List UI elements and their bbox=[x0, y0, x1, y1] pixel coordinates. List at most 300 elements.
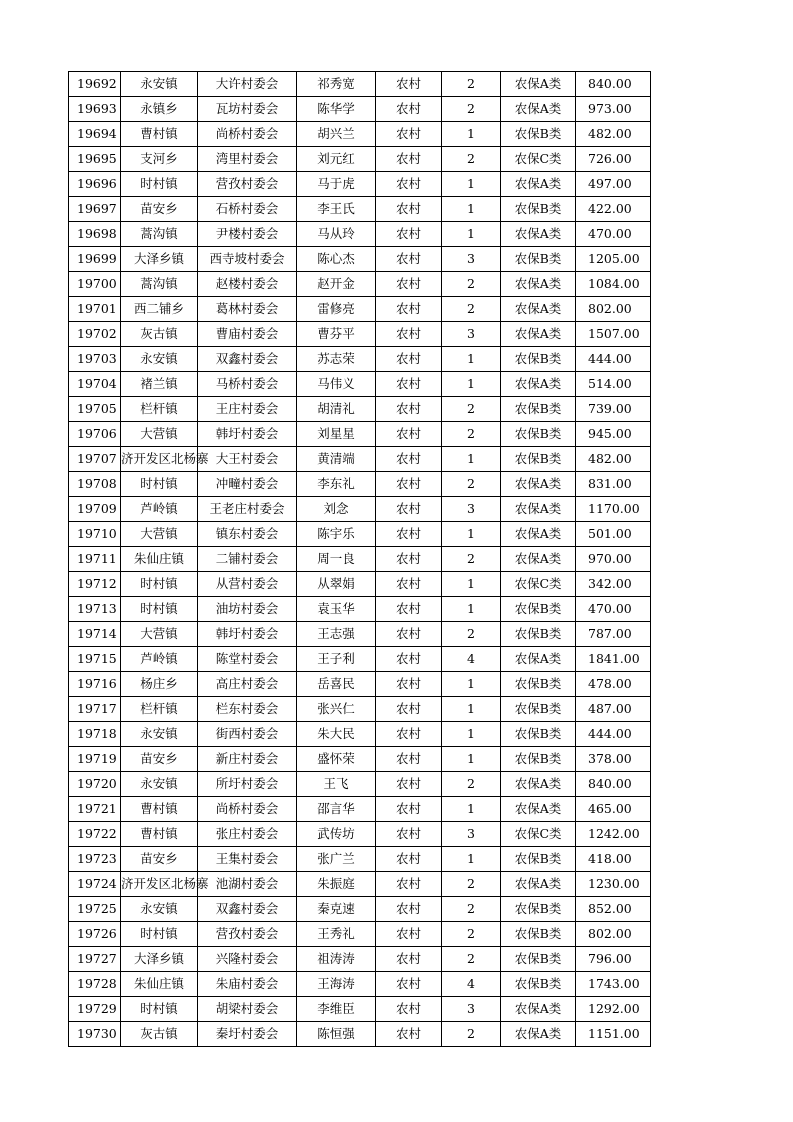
area-type-cell: 农村 bbox=[376, 622, 442, 647]
member-count-cell: 1 bbox=[442, 172, 501, 197]
member-count-cell: 3 bbox=[442, 822, 501, 847]
person-name-cell: 陈心杰 bbox=[297, 247, 376, 272]
town-name-cell: 时村镇 bbox=[121, 472, 198, 497]
person-name-cell: 从翠娟 bbox=[297, 572, 376, 597]
table-row bbox=[69, 347, 651, 372]
area-type-cell: 农村 bbox=[376, 397, 442, 422]
records-table bbox=[68, 71, 651, 1047]
member-count-cell: 1 bbox=[442, 347, 501, 372]
record-id-cell: 19704 bbox=[69, 372, 121, 397]
member-count-cell: 2 bbox=[442, 622, 501, 647]
amount-cell: 1230.00 bbox=[576, 872, 651, 897]
record-id-cell: 19718 bbox=[69, 722, 121, 747]
area-type-cell: 农村 bbox=[376, 722, 442, 747]
village-committee-cell: 双鑫村委会 bbox=[198, 897, 297, 922]
insurance-class-cell: 农保A类 bbox=[501, 522, 576, 547]
town-name-cell: 时村镇 bbox=[121, 572, 198, 597]
area-type-cell: 农村 bbox=[376, 572, 442, 597]
person-name-cell: 王飞 bbox=[297, 772, 376, 797]
record-id-cell: 19729 bbox=[69, 997, 121, 1022]
insurance-class-cell: 农保B类 bbox=[501, 897, 576, 922]
table-row bbox=[69, 847, 651, 872]
table-row bbox=[69, 747, 651, 772]
table-row bbox=[69, 997, 651, 1022]
person-name-cell: 李王氏 bbox=[297, 197, 376, 222]
amount-cell: 470.00 bbox=[576, 222, 651, 247]
village-committee-cell: 兴隆村委会 bbox=[198, 947, 297, 972]
town-name-cell: 曹村镇 bbox=[121, 822, 198, 847]
member-count-cell: 1 bbox=[442, 122, 501, 147]
member-count-cell: 2 bbox=[442, 147, 501, 172]
town-name-cell: 大泽乡镇 bbox=[121, 947, 198, 972]
member-count-cell: 2 bbox=[442, 272, 501, 297]
record-id-cell: 19713 bbox=[69, 597, 121, 622]
village-committee-cell: 营孜村委会 bbox=[198, 172, 297, 197]
area-type-cell: 农村 bbox=[376, 522, 442, 547]
village-committee-cell: 尚桥村委会 bbox=[198, 797, 297, 822]
person-name-cell: 胡兴兰 bbox=[297, 122, 376, 147]
town-name-cell: 苗安乡 bbox=[121, 847, 198, 872]
table-row bbox=[69, 972, 651, 997]
insurance-class-cell: 农保A类 bbox=[501, 497, 576, 522]
insurance-class-cell: 农保A类 bbox=[501, 272, 576, 297]
record-id-cell: 19723 bbox=[69, 847, 121, 872]
amount-cell: 487.00 bbox=[576, 697, 651, 722]
insurance-class-cell: 农保B类 bbox=[501, 672, 576, 697]
town-name-cell: 苗安乡 bbox=[121, 197, 198, 222]
member-count-cell: 1 bbox=[442, 222, 501, 247]
village-committee-cell: 池湖村委会 bbox=[198, 872, 297, 897]
person-name-cell: 黄清端 bbox=[297, 447, 376, 472]
amount-cell: 973.00 bbox=[576, 97, 651, 122]
insurance-class-cell: 农保A类 bbox=[501, 1022, 576, 1047]
person-name-cell: 苏志荣 bbox=[297, 347, 376, 372]
village-committee-cell: 西寺坡村委会 bbox=[198, 247, 297, 272]
town-name-cell: 西二铺乡 bbox=[121, 297, 198, 322]
person-name-cell: 朱振庭 bbox=[297, 872, 376, 897]
town-name-cell: 栏杆镇 bbox=[121, 397, 198, 422]
village-committee-cell: 从营村委会 bbox=[198, 572, 297, 597]
village-committee-cell: 营孜村委会 bbox=[198, 922, 297, 947]
area-type-cell: 农村 bbox=[376, 597, 442, 622]
table-row bbox=[69, 297, 651, 322]
table-row bbox=[69, 947, 651, 972]
person-name-cell: 周一良 bbox=[297, 547, 376, 572]
area-type-cell: 农村 bbox=[376, 372, 442, 397]
area-type-cell: 农村 bbox=[376, 472, 442, 497]
area-type-cell: 农村 bbox=[376, 972, 442, 997]
insurance-class-cell: 农保A类 bbox=[501, 172, 576, 197]
village-committee-cell: 双鑫村委会 bbox=[198, 347, 297, 372]
member-count-cell: 1 bbox=[442, 797, 501, 822]
record-id-cell: 19696 bbox=[69, 172, 121, 197]
village-committee-cell: 王老庄村委会 bbox=[198, 497, 297, 522]
village-committee-cell: 镇东村委会 bbox=[198, 522, 297, 547]
person-name-cell: 张广兰 bbox=[297, 847, 376, 872]
area-type-cell: 农村 bbox=[376, 322, 442, 347]
table-row bbox=[69, 322, 651, 347]
member-count-cell: 4 bbox=[442, 972, 501, 997]
table-row bbox=[69, 572, 651, 597]
town-name-cell: 时村镇 bbox=[121, 172, 198, 197]
area-type-cell: 农村 bbox=[376, 147, 442, 172]
table-row bbox=[69, 72, 651, 97]
area-type-cell: 农村 bbox=[376, 72, 442, 97]
person-name-cell: 武传坊 bbox=[297, 822, 376, 847]
town-name-cell: 苗安乡 bbox=[121, 747, 198, 772]
amount-cell: 514.00 bbox=[576, 372, 651, 397]
village-committee-cell: 新庄村委会 bbox=[198, 747, 297, 772]
amount-cell: 802.00 bbox=[576, 297, 651, 322]
person-name-cell: 胡清礼 bbox=[297, 397, 376, 422]
village-committee-cell: 胡梁村委会 bbox=[198, 997, 297, 1022]
member-count-cell: 2 bbox=[442, 72, 501, 97]
amount-cell: 840.00 bbox=[576, 772, 651, 797]
table-row bbox=[69, 672, 651, 697]
insurance-class-cell: 农保B类 bbox=[501, 347, 576, 372]
area-type-cell: 农村 bbox=[376, 97, 442, 122]
town-name-cell: 大泽乡镇 bbox=[121, 247, 198, 272]
record-id-cell: 19730 bbox=[69, 1022, 121, 1047]
area-type-cell: 农村 bbox=[376, 947, 442, 972]
insurance-class-cell: 农保B类 bbox=[501, 247, 576, 272]
person-name-cell: 张兴仁 bbox=[297, 697, 376, 722]
insurance-class-cell: 农保A类 bbox=[501, 772, 576, 797]
area-type-cell: 农村 bbox=[376, 997, 442, 1022]
area-type-cell: 农村 bbox=[376, 747, 442, 772]
member-count-cell: 2 bbox=[442, 922, 501, 947]
town-name-cell: 永安镇 bbox=[121, 772, 198, 797]
amount-cell: 1170.00 bbox=[576, 497, 651, 522]
record-id-cell: 19700 bbox=[69, 272, 121, 297]
amount-cell: 1841.00 bbox=[576, 647, 651, 672]
area-type-cell: 农村 bbox=[376, 447, 442, 472]
town-name-cell: 时村镇 bbox=[121, 922, 198, 947]
town-name-cell: 灰古镇 bbox=[121, 1022, 198, 1047]
village-committee-cell: 王集村委会 bbox=[198, 847, 297, 872]
amount-cell: 444.00 bbox=[576, 722, 651, 747]
amount-cell: 1242.00 bbox=[576, 822, 651, 847]
member-count-cell: 2 bbox=[442, 297, 501, 322]
table-row bbox=[69, 697, 651, 722]
table-row bbox=[69, 522, 651, 547]
amount-cell: 1084.00 bbox=[576, 272, 651, 297]
town-name-cell: 永安镇 bbox=[121, 72, 198, 97]
town-name-cell: 时村镇 bbox=[121, 597, 198, 622]
table-row bbox=[69, 247, 651, 272]
table-row bbox=[69, 397, 651, 422]
person-name-cell: 赵开金 bbox=[297, 272, 376, 297]
amount-cell: 422.00 bbox=[576, 197, 651, 222]
member-count-cell: 2 bbox=[442, 422, 501, 447]
amount-cell: 787.00 bbox=[576, 622, 651, 647]
insurance-class-cell: 农保B类 bbox=[501, 122, 576, 147]
town-name-cell: 杨庄乡 bbox=[121, 672, 198, 697]
village-committee-cell: 王庄村委会 bbox=[198, 397, 297, 422]
village-committee-cell: 油坊村委会 bbox=[198, 597, 297, 622]
person-name-cell: 王志强 bbox=[297, 622, 376, 647]
person-name-cell: 陈华学 bbox=[297, 97, 376, 122]
person-name-cell: 陈恒强 bbox=[297, 1022, 376, 1047]
person-name-cell: 马于虎 bbox=[297, 172, 376, 197]
record-id-cell: 19721 bbox=[69, 797, 121, 822]
person-name-cell: 马从玲 bbox=[297, 222, 376, 247]
area-type-cell: 农村 bbox=[376, 197, 442, 222]
amount-cell: 796.00 bbox=[576, 947, 651, 972]
area-type-cell: 农村 bbox=[376, 772, 442, 797]
table-row bbox=[69, 472, 651, 497]
record-id-cell: 19694 bbox=[69, 122, 121, 147]
record-id-cell: 19716 bbox=[69, 672, 121, 697]
town-name-cell: 蒿沟镇 bbox=[121, 222, 198, 247]
person-name-cell: 刘元红 bbox=[297, 147, 376, 172]
record-id-cell: 19697 bbox=[69, 197, 121, 222]
area-type-cell: 农村 bbox=[376, 872, 442, 897]
village-committee-cell: 湾里村委会 bbox=[198, 147, 297, 172]
person-name-cell: 曹芬平 bbox=[297, 322, 376, 347]
table-row bbox=[69, 772, 651, 797]
table-row bbox=[69, 122, 651, 147]
amount-cell: 1743.00 bbox=[576, 972, 651, 997]
village-committee-cell: 秦圩村委会 bbox=[198, 1022, 297, 1047]
person-name-cell: 祁秀宽 bbox=[297, 72, 376, 97]
area-type-cell: 农村 bbox=[376, 122, 442, 147]
town-name-cell: 曹村镇 bbox=[121, 797, 198, 822]
member-count-cell: 2 bbox=[442, 547, 501, 572]
insurance-class-cell: 农保B类 bbox=[501, 747, 576, 772]
table-row bbox=[69, 222, 651, 247]
amount-cell: 831.00 bbox=[576, 472, 651, 497]
amount-cell: 342.00 bbox=[576, 572, 651, 597]
member-count-cell: 1 bbox=[442, 597, 501, 622]
town-name-cell: 曹村镇 bbox=[121, 122, 198, 147]
village-committee-cell: 高庄村委会 bbox=[198, 672, 297, 697]
amount-cell: 739.00 bbox=[576, 397, 651, 422]
member-count-cell: 2 bbox=[442, 897, 501, 922]
area-type-cell: 农村 bbox=[376, 847, 442, 872]
insurance-class-cell: 农保B类 bbox=[501, 447, 576, 472]
record-id-cell: 19701 bbox=[69, 297, 121, 322]
record-id-cell: 19714 bbox=[69, 622, 121, 647]
record-id-cell: 19715 bbox=[69, 647, 121, 672]
record-id-cell: 19711 bbox=[69, 547, 121, 572]
village-committee-cell: 栏东村委会 bbox=[198, 697, 297, 722]
member-count-cell: 3 bbox=[442, 497, 501, 522]
village-committee-cell: 石桥村委会 bbox=[198, 197, 297, 222]
member-count-cell: 2 bbox=[442, 947, 501, 972]
table-row bbox=[69, 272, 651, 297]
insurance-class-cell: 农保A类 bbox=[501, 547, 576, 572]
insurance-class-cell: 农保A类 bbox=[501, 797, 576, 822]
village-committee-cell: 张庄村委会 bbox=[198, 822, 297, 847]
amount-cell: 1205.00 bbox=[576, 247, 651, 272]
insurance-class-cell: 农保B类 bbox=[501, 847, 576, 872]
amount-cell: 852.00 bbox=[576, 897, 651, 922]
insurance-class-cell: 农保A类 bbox=[501, 997, 576, 1022]
insurance-class-cell: 农保B类 bbox=[501, 947, 576, 972]
insurance-class-cell: 农保A类 bbox=[501, 647, 576, 672]
member-count-cell: 3 bbox=[442, 322, 501, 347]
village-committee-cell: 韩圩村委会 bbox=[198, 422, 297, 447]
insurance-class-cell: 农保B类 bbox=[501, 722, 576, 747]
record-id-cell: 19702 bbox=[69, 322, 121, 347]
village-committee-cell: 尹楼村委会 bbox=[198, 222, 297, 247]
record-id-cell: 19719 bbox=[69, 747, 121, 772]
table-row bbox=[69, 497, 651, 522]
member-count-cell: 1 bbox=[442, 672, 501, 697]
area-type-cell: 农村 bbox=[376, 172, 442, 197]
table-row bbox=[69, 822, 651, 847]
town-name-cell: 朱仙庄镇 bbox=[121, 547, 198, 572]
insurance-class-cell: 农保B类 bbox=[501, 597, 576, 622]
area-type-cell: 农村 bbox=[376, 897, 442, 922]
record-id-cell: 19726 bbox=[69, 922, 121, 947]
village-committee-cell: 朱庙村委会 bbox=[198, 972, 297, 997]
table-row bbox=[69, 372, 651, 397]
insurance-class-cell: 农保B类 bbox=[501, 422, 576, 447]
member-count-cell: 4 bbox=[442, 647, 501, 672]
member-count-cell: 1 bbox=[442, 722, 501, 747]
table-row bbox=[69, 622, 651, 647]
person-name-cell: 李维臣 bbox=[297, 997, 376, 1022]
village-committee-cell: 韩圩村委会 bbox=[198, 622, 297, 647]
village-committee-cell: 大许村委会 bbox=[198, 72, 297, 97]
town-name-cell: 永安镇 bbox=[121, 347, 198, 372]
town-name-cell: 灰古镇 bbox=[121, 322, 198, 347]
member-count-cell: 1 bbox=[442, 572, 501, 597]
insurance-class-cell: 农保A类 bbox=[501, 872, 576, 897]
record-id-cell: 19695 bbox=[69, 147, 121, 172]
insurance-class-cell: 农保B类 bbox=[501, 397, 576, 422]
town-name-cell: 芦岭镇 bbox=[121, 647, 198, 672]
member-count-cell: 1 bbox=[442, 697, 501, 722]
table-row bbox=[69, 197, 651, 222]
town-name-cell: 朱仙庄镇 bbox=[121, 972, 198, 997]
person-name-cell: 邵言华 bbox=[297, 797, 376, 822]
area-type-cell: 农村 bbox=[376, 297, 442, 322]
table-row bbox=[69, 897, 651, 922]
records-sheet bbox=[68, 71, 650, 1047]
amount-cell: 1151.00 bbox=[576, 1022, 651, 1047]
amount-cell: 1507.00 bbox=[576, 322, 651, 347]
person-name-cell: 盛怀荣 bbox=[297, 747, 376, 772]
amount-cell: 945.00 bbox=[576, 422, 651, 447]
record-id-cell: 19692 bbox=[69, 72, 121, 97]
record-id-cell: 19727 bbox=[69, 947, 121, 972]
insurance-class-cell: 农保B类 bbox=[501, 697, 576, 722]
town-name-cell: 栏杆镇 bbox=[121, 697, 198, 722]
member-count-cell: 2 bbox=[442, 397, 501, 422]
person-name-cell: 秦克速 bbox=[297, 897, 376, 922]
table-row bbox=[69, 922, 651, 947]
record-id-cell: 19712 bbox=[69, 572, 121, 597]
record-id-cell: 19693 bbox=[69, 97, 121, 122]
person-name-cell: 王海涛 bbox=[297, 972, 376, 997]
person-name-cell: 陈宇乐 bbox=[297, 522, 376, 547]
member-count-cell: 1 bbox=[442, 522, 501, 547]
town-name-cell: 芦岭镇 bbox=[121, 497, 198, 522]
table-row bbox=[69, 597, 651, 622]
town-name-cell: 支河乡 bbox=[121, 147, 198, 172]
town-name-cell: 褚兰镇 bbox=[121, 372, 198, 397]
amount-cell: 444.00 bbox=[576, 347, 651, 372]
town-name-cell: 时村镇 bbox=[121, 997, 198, 1022]
area-type-cell: 农村 bbox=[376, 697, 442, 722]
member-count-cell: 1 bbox=[442, 372, 501, 397]
record-id-cell: 19706 bbox=[69, 422, 121, 447]
insurance-class-cell: 农保A类 bbox=[501, 97, 576, 122]
record-id-cell: 19724 bbox=[69, 872, 121, 897]
area-type-cell: 农村 bbox=[376, 822, 442, 847]
record-id-cell: 19722 bbox=[69, 822, 121, 847]
table-row bbox=[69, 147, 651, 172]
insurance-class-cell: 农保A类 bbox=[501, 297, 576, 322]
member-count-cell: 2 bbox=[442, 772, 501, 797]
amount-cell: 482.00 bbox=[576, 122, 651, 147]
insurance-class-cell: 农保C类 bbox=[501, 572, 576, 597]
record-id-cell: 19699 bbox=[69, 247, 121, 272]
member-count-cell: 2 bbox=[442, 872, 501, 897]
table-row bbox=[69, 797, 651, 822]
amount-cell: 970.00 bbox=[576, 547, 651, 572]
village-committee-cell: 马桥村委会 bbox=[198, 372, 297, 397]
person-name-cell: 雷修亮 bbox=[297, 297, 376, 322]
insurance-class-cell: 农保A类 bbox=[501, 222, 576, 247]
area-type-cell: 农村 bbox=[376, 1022, 442, 1047]
village-committee-cell: 陈堂村委会 bbox=[198, 647, 297, 672]
table-row bbox=[69, 647, 651, 672]
town-name-cell: 永安镇 bbox=[121, 897, 198, 922]
table-row bbox=[69, 172, 651, 197]
town-name-cell: 大营镇 bbox=[121, 422, 198, 447]
area-type-cell: 农村 bbox=[376, 247, 442, 272]
member-count-cell: 2 bbox=[442, 472, 501, 497]
town-name-cell: 济开发区北杨寨 bbox=[121, 872, 198, 897]
record-id-cell: 19698 bbox=[69, 222, 121, 247]
table-row bbox=[69, 1022, 651, 1047]
table-body bbox=[69, 72, 651, 1047]
insurance-class-cell: 农保A类 bbox=[501, 372, 576, 397]
record-id-cell: 19728 bbox=[69, 972, 121, 997]
table-row bbox=[69, 447, 651, 472]
area-type-cell: 农村 bbox=[376, 672, 442, 697]
member-count-cell: 3 bbox=[442, 247, 501, 272]
member-count-cell: 2 bbox=[442, 97, 501, 122]
town-name-cell: 永安镇 bbox=[121, 722, 198, 747]
table-row bbox=[69, 97, 651, 122]
record-id-cell: 19717 bbox=[69, 697, 121, 722]
person-name-cell: 王子利 bbox=[297, 647, 376, 672]
record-id-cell: 19709 bbox=[69, 497, 121, 522]
area-type-cell: 农村 bbox=[376, 922, 442, 947]
village-committee-cell: 二铺村委会 bbox=[198, 547, 297, 572]
area-type-cell: 农村 bbox=[376, 497, 442, 522]
amount-cell: 1292.00 bbox=[576, 997, 651, 1022]
record-id-cell: 19703 bbox=[69, 347, 121, 372]
amount-cell: 501.00 bbox=[576, 522, 651, 547]
record-id-cell: 19705 bbox=[69, 397, 121, 422]
town-name-cell: 济开发区北杨寨 bbox=[121, 447, 198, 472]
insurance-class-cell: 农保B类 bbox=[501, 922, 576, 947]
village-committee-cell: 大王村委会 bbox=[198, 447, 297, 472]
area-type-cell: 农村 bbox=[376, 647, 442, 672]
person-name-cell: 岳喜民 bbox=[297, 672, 376, 697]
person-name-cell: 刘星星 bbox=[297, 422, 376, 447]
member-count-cell: 2 bbox=[442, 1022, 501, 1047]
amount-cell: 840.00 bbox=[576, 72, 651, 97]
record-id-cell: 19720 bbox=[69, 772, 121, 797]
area-type-cell: 农村 bbox=[376, 222, 442, 247]
